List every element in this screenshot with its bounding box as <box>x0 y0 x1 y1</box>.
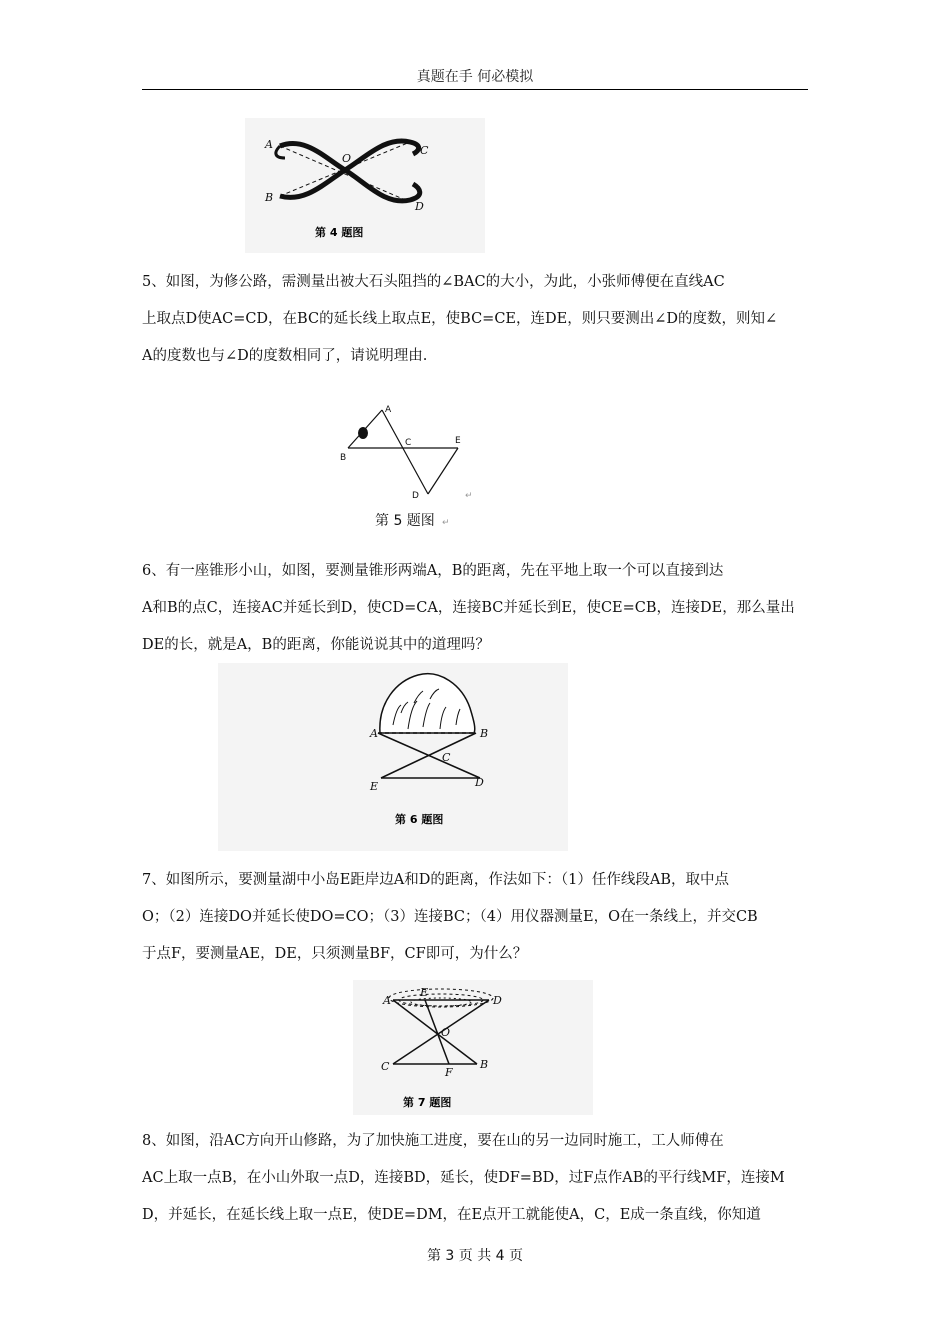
q8-line: 8、如图，沿AC方向开山修路，为了加快施工进度，要在山的另一边同时施工，工人师傅在 <box>142 1133 724 1149</box>
header-divider <box>142 89 808 90</box>
fig5-label-d: D <box>412 491 419 501</box>
fig5-label-a: A <box>385 405 392 415</box>
q5-line: 5、如图，为修公路，需测量出被大石头阻挡的∠BAC的大小，为此，小张师傅便在直线AC <box>142 274 725 290</box>
fig4-label-o: O <box>342 152 352 165</box>
fig7-label-o: O <box>441 1026 451 1039</box>
q6-line: 6、有一座锥形小山，如图，要测量锥形两端A，B的距离，先在平地上取一个可以直接到达 <box>142 563 724 579</box>
fig6-caption: 第 6 题图 <box>395 813 444 826</box>
fig4-label-c: C <box>420 144 429 157</box>
figure-6 <box>218 663 568 851</box>
fig5-label-c: C <box>405 438 412 448</box>
fig7-label-f: F <box>445 1066 453 1079</box>
figure-5-drawing <box>330 398 490 538</box>
fig7-label-a: A <box>383 994 391 1007</box>
question-5 <box>142 264 808 375</box>
fig5-label-e: E <box>455 436 461 446</box>
fig7-caption: 第 7 题图 <box>403 1096 452 1109</box>
svg-text:↵: ↵ <box>442 518 450 528</box>
fig4-label-b: B <box>265 191 274 204</box>
figure-5 <box>330 398 490 538</box>
figure-6-drawing <box>218 663 568 851</box>
q7-line: 7、如图所示，要测量湖中小岛E距岸边A和D的距离，作法如下：（1）任作线段AB，取中点 <box>142 872 730 888</box>
svg-text:↵: ↵ <box>465 491 473 501</box>
page-footer: 第 3 页 共 4 页 <box>426 1248 524 1264</box>
question-8 <box>142 1123 808 1234</box>
fig6-label-b: B <box>480 727 489 740</box>
figure-7-drawing <box>353 980 593 1115</box>
fig6-label-c: C <box>442 751 451 764</box>
fig7-label-d: D <box>493 994 502 1007</box>
q5-line: A的度数也与∠D的度数相同了，请说明理由. <box>142 348 428 364</box>
fig4-label-d: D <box>415 200 424 213</box>
fig6-label-e: E <box>370 780 379 793</box>
q7-line: 于点F，要测量AE，DE，只须测量BF，CF即可，为什么？ <box>142 946 528 962</box>
question-7 <box>142 862 808 973</box>
figure-7 <box>353 980 593 1115</box>
boulder-icon <box>358 427 368 439</box>
q6-line: DE的长，就是A，B的距离，你能说说其中的道理吗？ <box>142 637 490 653</box>
figure-4-drawing <box>245 118 485 253</box>
fig6-label-d: D <box>475 776 484 789</box>
page-header: 真题在手 何必模拟 <box>416 69 534 85</box>
q5-line: 上取点D使AC=CD，在BC的延长线上取点E，使BC=CE，连DE，则只要测出∠D的度数，则知∠ <box>142 311 778 327</box>
fig6-label-a: A <box>370 727 378 740</box>
q8-line: AC上取一点B，在小山外取一点D，连接BD，延长，使DF=BD，过F点作AB的平行线MF，连接M <box>142 1170 785 1186</box>
figure-4 <box>245 118 485 253</box>
fig7-label-e: E <box>420 986 429 999</box>
fig7-label-b: B <box>480 1058 489 1071</box>
fig5-label-b: B <box>340 453 347 463</box>
fig4-label-a: A <box>265 138 273 151</box>
fig7-label-c: C <box>381 1060 390 1073</box>
question-6 <box>142 553 808 664</box>
q6-line: A和B的点C，连接AC并延长到D，使CD=CA，连接BC并延长到E，使CE=CB，连接DE，那么量出 <box>142 600 795 616</box>
fig5-caption: 第 5 题图 <box>375 513 435 529</box>
q7-line: O；（2）连接DO并延长使DO=CO；（3）连接BC；（4）用仪器测量E，O在一条线上，并交CB <box>142 909 758 925</box>
fig4-caption: 第 4 题图 <box>315 226 364 239</box>
q8-line: D，并延长，在延长线上取一点E，使DE=DM，在E点开工就能使A，C，E成一条直线，你知道 <box>142 1207 761 1223</box>
